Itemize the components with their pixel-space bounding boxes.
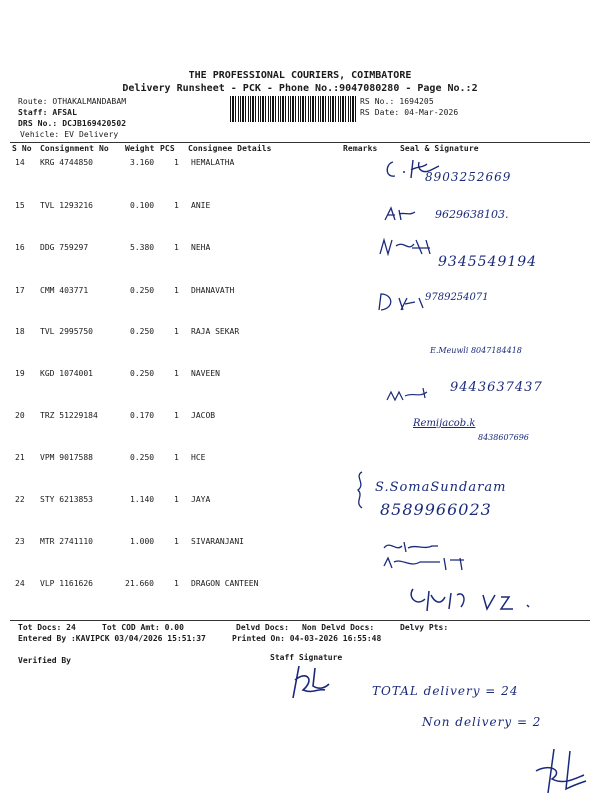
footer-divider (10, 620, 590, 621)
rs-date-label: RS Date: 04-Mar-2026 (360, 108, 459, 117)
phone-17: 9789254071 (425, 292, 489, 303)
staff-signature (285, 660, 335, 705)
row-sno: 16 (15, 243, 25, 252)
row-pcs: 1 (174, 537, 179, 546)
runsheet-subtitle: Delivery Runsheet - PCK - Phone No.:9047080280 - Page No.:2 (122, 83, 478, 94)
signature-22: S.SomaSundaram (375, 480, 507, 495)
signature-17 (375, 292, 429, 314)
delvd-docs: Delvd Docs: (236, 623, 289, 632)
signature-24 (405, 585, 545, 617)
row-sno: 15 (15, 201, 25, 210)
row-pcs: 1 (174, 243, 179, 252)
col-sno: S No (12, 144, 32, 153)
row-sno: 24 (15, 579, 25, 588)
row-weight: 0.250 (130, 369, 155, 378)
row-pcs: 1 (174, 327, 179, 336)
row-weight: 0.250 (130, 453, 155, 462)
row-consignment: TVL 2995750 (40, 327, 93, 336)
row-consignee: HEMALATHA (191, 158, 235, 167)
row-consignee: DRAGON CANTEEN (191, 579, 259, 588)
signature-18: E.Meuwli 8047184418 (430, 346, 522, 355)
row-consignment: MTR 2741110 (40, 537, 93, 546)
row-weight: 0.170 (130, 411, 155, 420)
row-sno: 14 (15, 158, 25, 167)
table-row (0, 411, 600, 431)
company-title: THE PROFESSIONAL COURIERS, COIMBATORE (188, 70, 412, 81)
col-remarks: Remarks (343, 144, 378, 153)
drs-label: DRS No.: DCJB169420502 (18, 119, 127, 128)
column-header-row (0, 144, 600, 156)
table-row (0, 327, 600, 347)
row-weight: 0.250 (130, 327, 155, 336)
row-pcs: 1 (174, 411, 179, 420)
row-weight: 5.380 (130, 243, 155, 252)
table-row (0, 201, 600, 221)
row-consignee: JACOB (191, 411, 216, 420)
phone-19: 9443637437 (450, 380, 543, 395)
signature-23 (380, 538, 480, 578)
row-pcs: 1 (174, 579, 179, 588)
row-weight: 0.250 (130, 286, 155, 295)
row-pcs: 1 (174, 286, 179, 295)
barcode (230, 96, 356, 122)
tot-docs: Tot Docs: 24 (18, 623, 76, 632)
signature-15 (383, 206, 423, 224)
row-weight: 1.000 (130, 537, 155, 546)
rs-no-label: RS No.: 1694205 (360, 97, 434, 106)
table-row (0, 537, 600, 557)
table-row (0, 286, 600, 306)
table-row (0, 495, 600, 515)
row-consignment: VLP 1161626 (40, 579, 93, 588)
row-consignee: RAJA SEKAR (191, 327, 240, 336)
col-seal: Seal & Signature (400, 144, 479, 153)
verified-by: Verified By (18, 656, 71, 665)
non-delvd-docs: Non Delvd Docs: (302, 623, 375, 632)
phone-16: 9345549194 (438, 254, 538, 270)
row-consignment: KRG 4744850 (40, 158, 93, 167)
row-consignee: HCE (191, 453, 206, 462)
row-weight: 0.100 (130, 201, 155, 210)
signature-19 (385, 386, 441, 404)
row-sno: 19 (15, 369, 25, 378)
table-row (0, 453, 600, 473)
phone-22: 8589966023 (380, 500, 492, 519)
final-signature (530, 745, 590, 797)
header-divider-top (10, 142, 590, 143)
row-weight: 1.140 (130, 495, 155, 504)
row-pcs: 1 (174, 369, 179, 378)
row-consignee: SIVARANJANI (191, 537, 244, 546)
row-pcs: 1 (174, 453, 179, 462)
row-sno: 18 (15, 327, 25, 336)
col-consignment: Consignment No (40, 144, 109, 153)
row-pcs: 1 (174, 158, 179, 167)
row-consignment: VPM 9017588 (40, 453, 93, 462)
total-delivery-note: TOTAL delivery = 24 (372, 684, 519, 698)
row-consignment: CMM 403771 (40, 286, 89, 295)
col-pcs: PCS (160, 144, 175, 153)
col-weight: Weight (125, 144, 155, 153)
phone-20: 8438607696 (478, 433, 529, 442)
row-consignment: KGD 1074001 (40, 369, 93, 378)
row-consignment: TRZ 51229184 (40, 411, 98, 420)
staff-label: Staff: AFSAL (18, 108, 77, 117)
row-sno: 21 (15, 453, 25, 462)
row-weight: 3.160 (130, 158, 155, 167)
row-consignment: DDG 759297 (40, 243, 89, 252)
entered-by: Entered By :KAVIPCK 03/04/2026 15:51:37 (18, 634, 206, 643)
bracket-mark (350, 470, 370, 510)
row-consignee: DHANAVATH (191, 286, 235, 295)
row-weight: 21.660 (125, 579, 154, 588)
row-consignee: NEHA (191, 243, 211, 252)
row-consignee: JAYA (191, 495, 211, 504)
row-pcs: 1 (174, 201, 179, 210)
row-consignee: ANIE (191, 201, 211, 210)
phone-15: 9629638103. (435, 208, 509, 221)
delvy-pts: Delvy Pts: (400, 623, 449, 632)
vehicle-label: Vehicle: EV Delivery (20, 130, 119, 139)
row-sno: 22 (15, 495, 25, 504)
tot-cod-amt: Tot COD Amt: 0.00 (102, 623, 184, 632)
printed-on: Printed On: 04-03-2026 16:55:48 (232, 634, 382, 643)
route-label: Route: OTHAKALMANDABAM (18, 97, 127, 106)
row-consignee: NAVEEN (191, 369, 220, 378)
col-consignee: Consignee Details (188, 144, 272, 153)
staff-signature-label: Staff Signature (270, 653, 343, 662)
row-sno: 23 (15, 537, 25, 546)
non-delivery-note: Non delivery = 2 (422, 715, 542, 729)
signature-16 (378, 238, 436, 260)
signature-20: Remijacob.k (413, 418, 476, 429)
row-pcs: 1 (174, 495, 179, 504)
row-consignment: TVL 1293216 (40, 201, 93, 210)
row-sno: 20 (15, 411, 25, 420)
row-consignment: STY 6213853 (40, 495, 93, 504)
row-sno: 17 (15, 286, 25, 295)
phone-14: 8903252669 (425, 170, 512, 184)
